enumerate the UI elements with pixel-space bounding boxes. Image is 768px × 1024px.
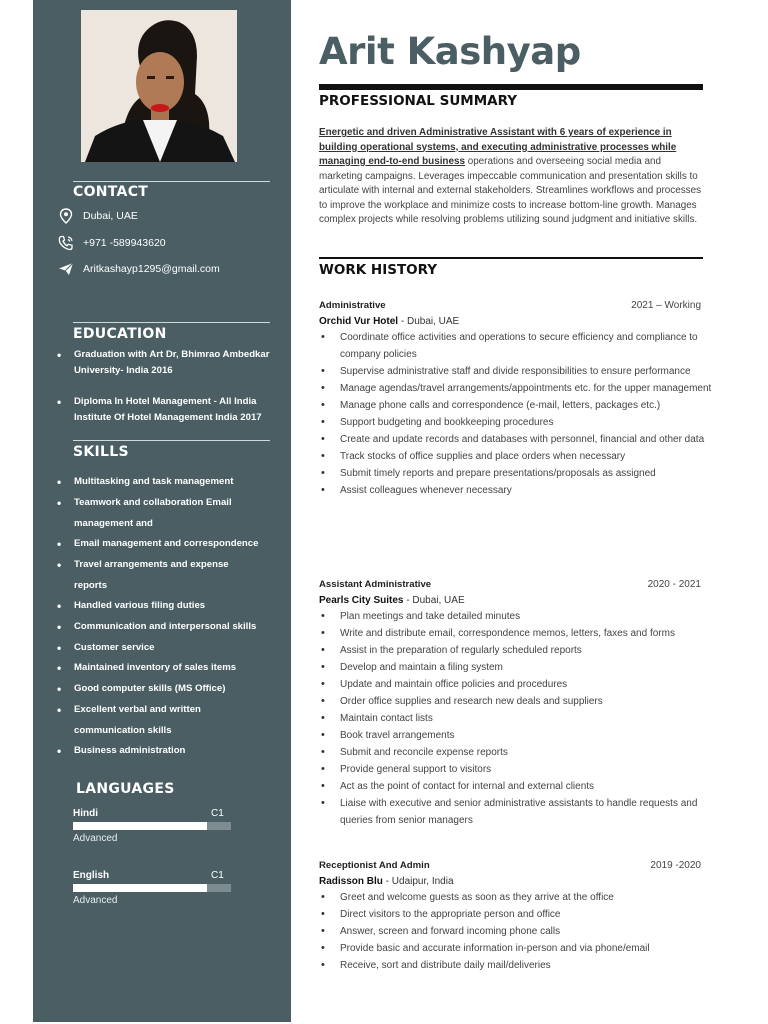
duty-item: • Coordinate office activities and operations to secure efficiency and compliance to company policies <box>319 329 719 363</box>
work-divider <box>319 257 703 259</box>
job-location: - Dubai, UAE <box>398 316 460 327</box>
duty-list <box>319 608 719 829</box>
skill-item: • Business administration <box>57 741 304 762</box>
contact-heading: CONTACT <box>73 184 149 200</box>
duty-item: • Support budgeting and bookkeeping procedures <box>319 414 719 431</box>
contact-location <box>57 207 138 225</box>
skill-item: • Handled various filing duties <box>57 596 304 617</box>
duty-item: • Receive, sort and distribute daily mail/deliveries <box>319 957 719 974</box>
duty-list <box>319 329 719 499</box>
contact-phone <box>57 234 166 252</box>
duty-item: • Answer, screen and forward incoming phone calls <box>319 923 719 940</box>
location-text: Dubai, UAE <box>83 210 138 222</box>
duty-item: • Develop and maintain a filing system <box>319 659 719 676</box>
duty-item: • Maintain contact lists <box>319 710 719 727</box>
duty-item: • Greet and welcome guests as soon as they arrive at the office <box>319 889 719 906</box>
job-title: Receptionist And Admin <box>319 860 430 871</box>
skill-item: • Email management and correspondence <box>57 534 304 555</box>
duty-item: • Liaise with executive and senior administrative assistants to handle requests and queries from senior managers <box>319 795 719 829</box>
sidebar <box>33 0 291 1022</box>
job-company-line <box>319 316 459 327</box>
language-bar-fill <box>73 822 207 830</box>
skill-item: • Maintained inventory of sales items <box>57 658 304 679</box>
language-bar-fill <box>73 884 207 892</box>
duty-item: • Book travel arrangements <box>319 727 719 744</box>
job-location: - Udaipur, India <box>382 876 454 887</box>
language-level: C1 <box>211 870 224 881</box>
language-name: Hindi <box>73 808 98 819</box>
skill-item: • Teamwork and collaboration Email management and <box>57 493 254 534</box>
candidate-name: Arit Kashyap <box>319 30 581 73</box>
duty-item: • Update and maintain office policies and procedures <box>319 676 719 693</box>
duty-list <box>319 889 719 974</box>
job-title: Assistant Administrative <box>319 579 432 590</box>
duty-item: • Plan meetings and take detailed minutes <box>319 608 719 625</box>
duty-item: • Assist colleagues whenever necessary <box>319 482 719 499</box>
duty-item: • Assist in the preparation of regularly scheduled reports <box>319 642 719 659</box>
contact-divider <box>73 181 270 182</box>
skill-item: • Communication and interpersonal skills <box>57 617 304 638</box>
duty-item: • Provide general support to visitors <box>319 761 719 778</box>
location-pin-icon <box>57 207 75 225</box>
phone-icon <box>57 234 75 252</box>
summary-text <box>319 126 703 228</box>
language-name: English <box>73 870 110 881</box>
job-dates: 2020 - 2021 <box>647 579 701 590</box>
job-company: Radisson Blu <box>319 876 383 887</box>
skill-item: • Customer service <box>57 638 304 659</box>
job-title: Administrative <box>319 300 386 311</box>
education-divider <box>73 322 270 323</box>
duty-item: • Direct visitors to the appropriate person and office <box>319 906 719 923</box>
skill-item: • Multitasking and task management <box>57 472 304 493</box>
language-bar <box>73 822 231 830</box>
language-desc: Advanced <box>73 833 118 844</box>
contact-email <box>57 260 220 278</box>
education-item: • Diploma In Hotel Management - All India Institute Of Hotel Management India 2017 <box>57 394 280 426</box>
duty-item: • Create and update records and databases with personnel, financial and other data <box>319 431 719 448</box>
name-underline <box>319 84 703 90</box>
job-location: - Dubai, UAE <box>403 595 465 606</box>
work-heading: WORK HISTORY <box>319 262 438 278</box>
send-icon <box>57 260 75 278</box>
summary-highlight: Energetic and driven Administrative Assistant with 6 years of experience in building operational systems, and executing administrative processes while managing end-to-end business <box>319 127 677 167</box>
education-item: • Graduation with Art Dr, Bhimrao Ambedkar University- India 2016 <box>57 347 280 379</box>
skill-item: • Excellent verbal and written communication skills <box>57 700 234 741</box>
duty-item: • Order office supplies and research new deals and suppliers <box>319 693 719 710</box>
duty-item: • Supervise administrative staff and divide responsibilities to ensure performance <box>319 363 719 380</box>
duty-item: • Act as the point of contact for internal and external clients <box>319 778 719 795</box>
summary-heading: PROFESSIONAL SUMMARY <box>319 93 518 109</box>
education-heading: EDUCATION <box>73 326 167 342</box>
duty-item: • Submit and reconcile expense reports <box>319 744 719 761</box>
skills-divider <box>73 440 270 441</box>
job-dates: 2021 – Working <box>631 300 701 311</box>
skills-heading: SKILLS <box>73 444 129 460</box>
job-company-line <box>319 876 454 887</box>
duty-item: • Track stocks of office supplies and place orders when necessary <box>319 448 719 465</box>
duty-item: • Provide basic and accurate information in-person and via phone/email <box>319 940 719 957</box>
languages-heading: LANGUAGES <box>76 781 175 797</box>
language-bar <box>73 884 231 892</box>
job-company: Orchid Vur Hotel <box>319 316 399 327</box>
skill-item: • Travel arrangements and expense reports <box>57 555 254 596</box>
phone-text: +971 -589943620 <box>83 237 166 249</box>
profile-photo <box>81 10 237 162</box>
email-text[interactable]: Aritkashayp1295@gmail.com <box>83 263 220 275</box>
job-company-line <box>319 595 465 606</box>
duty-item: • Submit timely reports and prepare presentations/proposals as assigned <box>319 465 719 482</box>
job-dates: 2019 -2020 <box>650 860 701 871</box>
job-company: Pearls City Suites <box>319 595 404 606</box>
language-level: C1 <box>211 808 224 819</box>
summary-body: operations and overseeing social media and marketing campaigns. Leverages impeccable communication and presentation skills to articulate with internal and external stakeholders. Streamlines workflows and processes to improve the workplace and minimize costs to increase bottom-line growth. Manages complex projects while resolving problems utilizing sound judgment and initiative skills. <box>319 156 702 225</box>
duty-item: • Manage agendas/travel arrangements/appointments etc. for the upper management <box>319 380 719 397</box>
skill-item: • Good computer skills (MS Office) <box>57 679 304 700</box>
language-desc: Advanced <box>73 895 118 906</box>
duty-item: • Manage phone calls and correspondence (e-mail, letters, packages etc.) <box>319 397 719 414</box>
duty-item: • Write and distribute email, correspondence memos, letters, faxes and forms <box>319 625 719 642</box>
